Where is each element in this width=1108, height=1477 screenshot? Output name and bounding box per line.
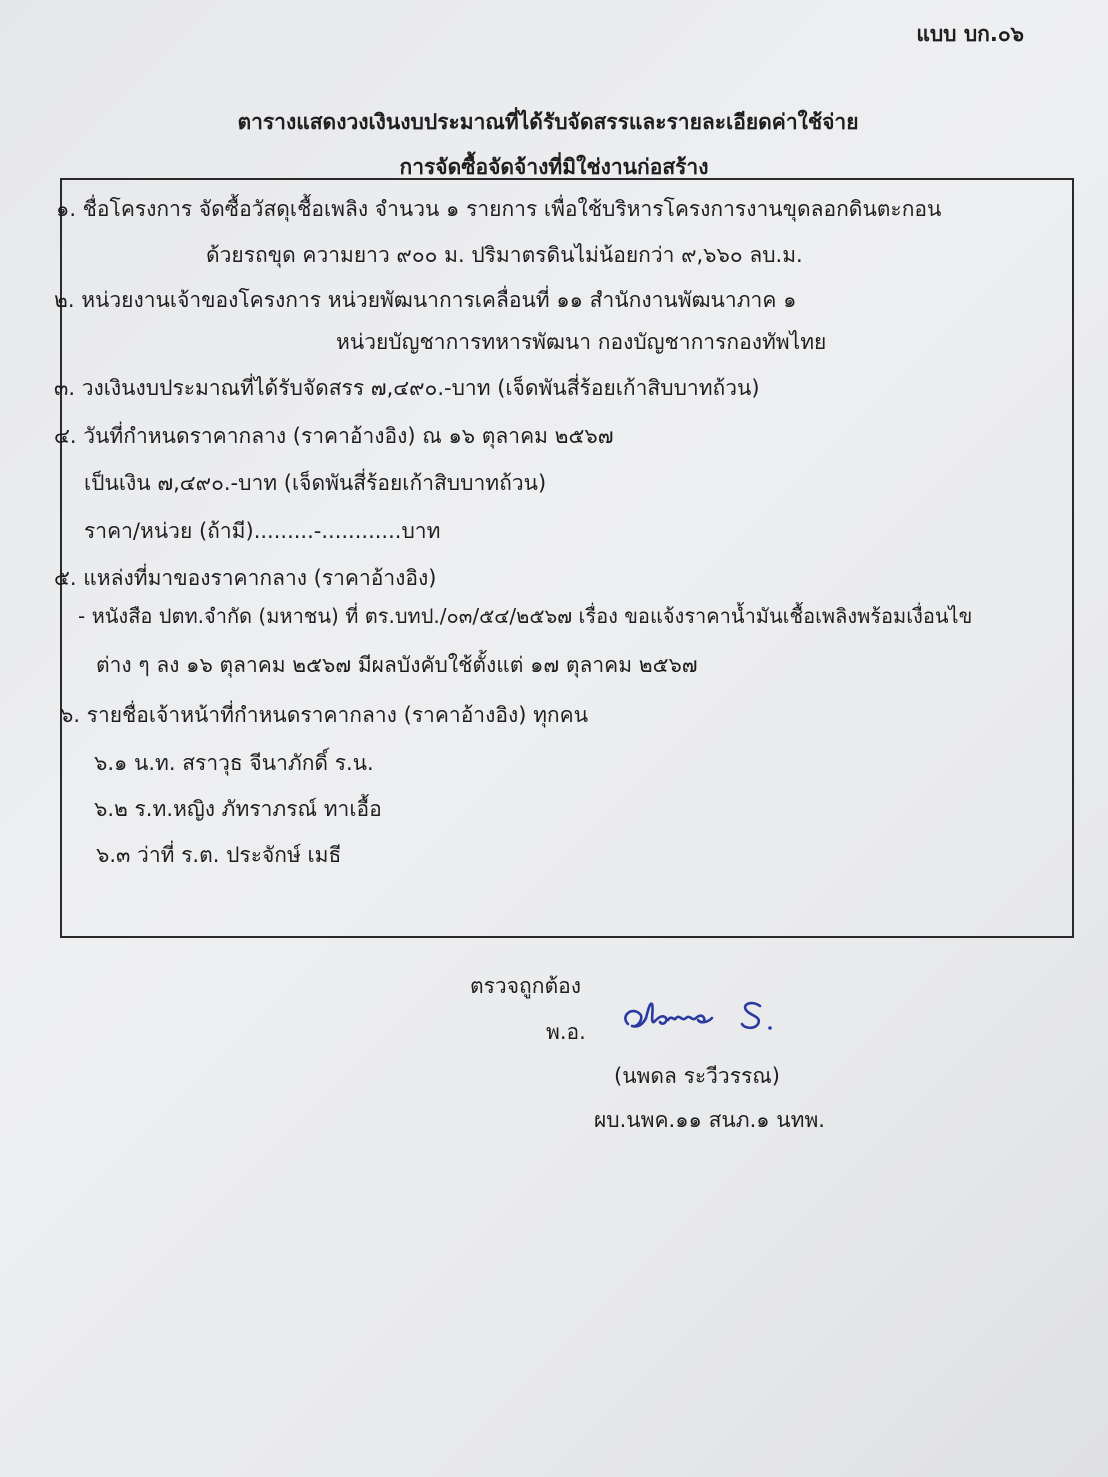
official-2: ๖.๒ ร.ท.หญิง ภัทราภรณ์ ทาเอื้อ: [94, 797, 382, 821]
source-line1: - หนังสือ ปตท.จำกัด (มหาชน) ที่ ตร.บทป./๐๓/๕๔/๒๕๖๗ เรื่อง ขอแจ้งราคาน้ำมันเชื้อเพลิงพร้อมเงื่อนไข: [78, 604, 973, 628]
budget-line: ๓. วงเงินงบประมาณที่ได้รับจัดสรร ๗,๔๙๐.-บาท (เจ็ดพันสี่ร้อยเก้าสิบบาทถ้วน): [54, 376, 760, 400]
official-3: ๖.๓ ว่าที่ ร.ต. ประจักษ์ เมธี: [96, 843, 342, 867]
owner-line2: หน่วยบัญชาการทหารพัฒนา กองบัญชาการกองทัพไทย: [336, 330, 827, 354]
signer-position: ผบ.นพค.๑๑ สนภ.๑ นทพ.: [594, 1108, 825, 1132]
owner-line1: ๒. หน่วยงานเจ้าของโครงการ หน่วยพัฒนาการเคลื่อนที่ ๑๑ สำนักงานพัฒนาภาค ๑: [54, 288, 797, 312]
document-title: ตารางแสดงวงเงินงบประมาณที่ได้รับจัดสรรและรายละเอียดค่าใช้จ่าย: [237, 110, 859, 134]
source-line2: ต่าง ๆ ลง ๑๖ ตุลาคม ๒๕๖๗ มีผลบังคับใช้ตั้งแต่ ๑๗ ตุลาคม ๒๕๖๗: [96, 653, 698, 677]
signer-name: (นพดล ระวีวรรณ): [614, 1064, 780, 1088]
verified-label: ตรวจถูกต้อง: [470, 974, 581, 998]
unit-price-line: ราคา/หน่วย (ถ้ามี).........-............บาท: [84, 519, 441, 543]
official-1: ๖.๑ น.ท. สราวุธ จีนาภักดิ์ ร.น.: [94, 751, 374, 775]
ref-amount-line: เป็นเงิน ๗,๔๙๐.-บาท (เจ็ดพันสี่ร้อยเก้าสิบบาทถ้วน): [84, 471, 547, 495]
source-heading: ๕. แหล่งที่มาของราคากลาง (ราคาอ้างอิง): [54, 566, 437, 590]
form-code: แบบ บก.๐๖: [916, 22, 1024, 46]
project-name-line1: ๑. ชื่อโครงการ จัดซื้อวัสดุเชื้อเพลิง จำนวน ๑ รายการ เพื่อใช้บริหารโครงการงานขุดลอกดินตะกอน: [56, 197, 942, 221]
officials-heading: ๖. รายชื่อเจ้าหน้าที่กำหนดราคากลาง (ราคาอ้างอิง) ทุกคน: [60, 703, 589, 727]
document-subtitle: การจัดซื้อจัดจ้างที่มิใช่งานก่อสร้าง: [399, 155, 709, 179]
handwritten-signature: [610, 988, 790, 1048]
ref-date-line: ๔. วันที่กำหนดราคากลาง (ราคาอ้างอิง) ณ ๑๖ ตุลาคม ๒๕๖๗: [54, 424, 614, 448]
project-name-line2: ด้วยรถขุด ความยาว ๙๐๐ ม. ปริมาตรดินไม่น้อยกว่า ๙,๖๖๐ ลบ.ม.: [206, 243, 803, 267]
signer-rank: พ.อ.: [546, 1020, 586, 1044]
